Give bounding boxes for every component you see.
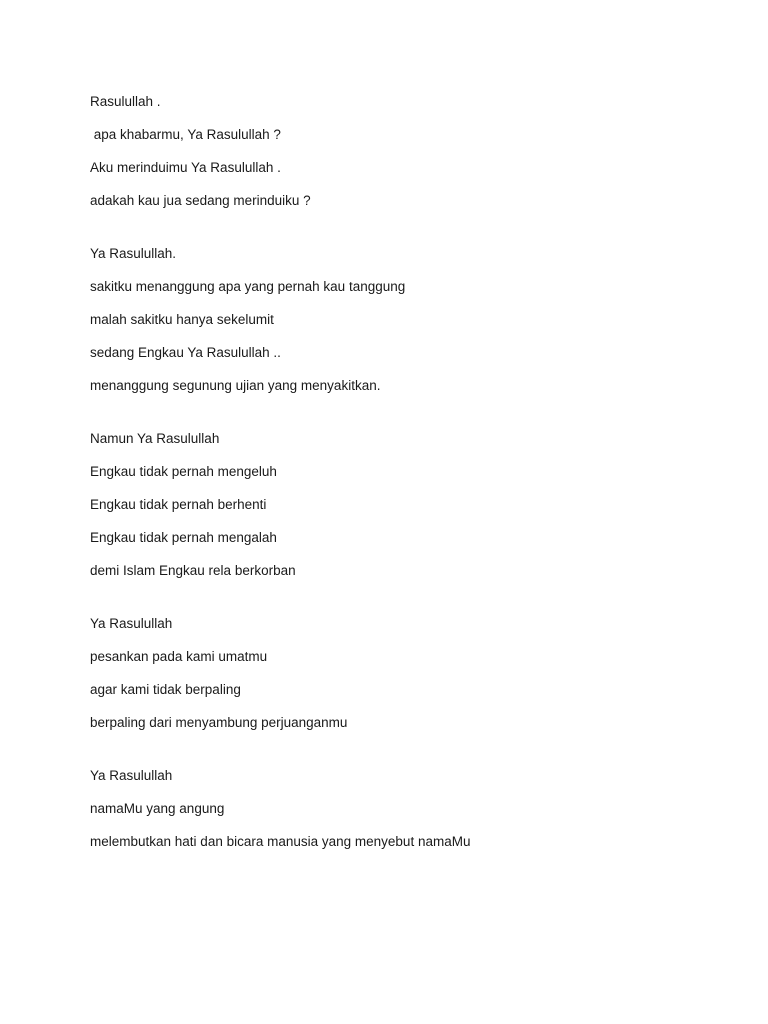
poem-line: Ya Rasulullah bbox=[90, 768, 173, 783]
poem-line: menanggung segunung ujian yang menyakitkan. bbox=[90, 378, 381, 393]
poem-line: pesankan pada kami umatmu bbox=[90, 649, 268, 664]
poem-line: Aku merinduimu Ya Rasulullah . bbox=[90, 160, 281, 175]
stanza-2 bbox=[90, 244, 730, 396]
poem-line: Engkau tidak pernah berhenti bbox=[90, 497, 267, 512]
poem-line: melembutkan hati dan bicara manusia yang menyebut namaMu bbox=[90, 834, 471, 849]
poem-line: Namun Ya Rasulullah bbox=[90, 431, 220, 446]
stanza-4 bbox=[90, 614, 730, 733]
poem-line: Engkau tidak pernah mengeluh bbox=[90, 464, 277, 479]
poem-body bbox=[90, 92, 730, 852]
poem-line: sakitku menanggung apa yang pernah kau tanggung bbox=[90, 279, 406, 294]
poem-line: berpaling dari menyambung perjuanganmu bbox=[90, 715, 348, 730]
poem-line: agar kami tidak berpaling bbox=[90, 682, 241, 697]
poem-line: Ya Rasulullah. bbox=[90, 246, 177, 261]
poem-line: demi Islam Engkau rela berkorban bbox=[90, 563, 296, 578]
poem-line: adakah kau jua sedang merinduiku ? bbox=[90, 193, 311, 208]
poem-line: namaMu yang angung bbox=[90, 801, 225, 816]
poem-line: apa khabarmu, Ya Rasulullah ? bbox=[90, 127, 281, 142]
poem-line: Ya Rasulullah bbox=[90, 616, 173, 631]
stanza-1 bbox=[90, 92, 730, 211]
poem-line: malah sakitku hanya sekelumit bbox=[90, 312, 274, 327]
poem-line: Rasulullah . bbox=[90, 94, 161, 109]
stanza-3 bbox=[90, 429, 730, 581]
poem-line: sedang Engkau Ya Rasulullah .. bbox=[90, 345, 281, 360]
poem-line: Engkau tidak pernah mengalah bbox=[90, 530, 277, 545]
stanza-5 bbox=[90, 766, 730, 852]
